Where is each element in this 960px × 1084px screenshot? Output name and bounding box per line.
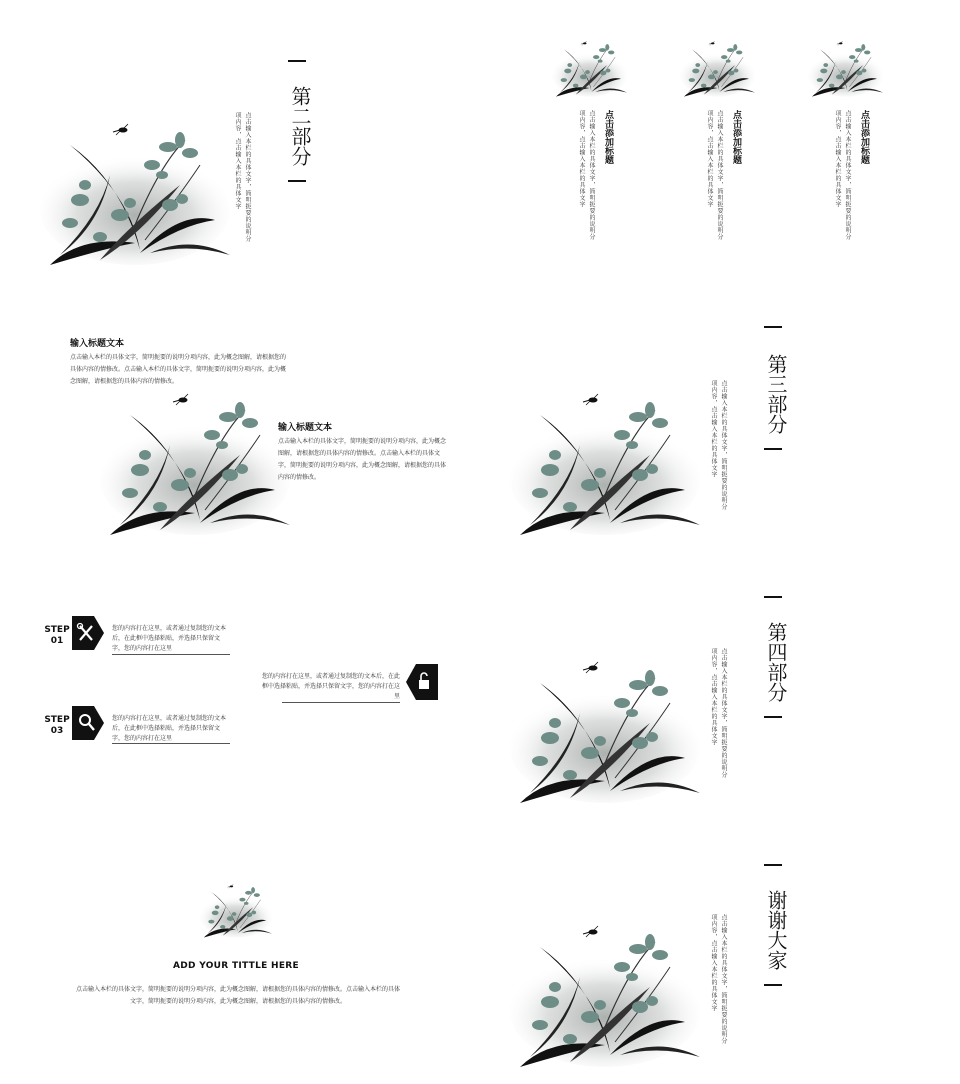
- orchid-illustration: [100, 390, 290, 540]
- section-desc-thanks: 点击输入本栏的具体文字，简明扼要的说明分项内容，点击输入本栏的具体文字: [710, 914, 727, 1044]
- title-dash-top: [764, 596, 782, 598]
- step-02-text: 您的内容打在这里，或者通过复制您的文本后，在此框中选择粘贴，并选择只保留文字，您的内容打在这里: [261, 673, 400, 700]
- section-title-part4: 第四部分: [764, 622, 788, 702]
- title-dash-bottom: [764, 716, 782, 718]
- ending-heading: ADD YOUR TITTLE HERE: [172, 961, 299, 971]
- section-desc-part4: 点击输入本栏的具体文字，简明扼要的说明分项内容，点击输入本栏的具体文字: [710, 648, 727, 778]
- step-01-rule: [112, 654, 230, 655]
- text-heading-1: 输入标题文本: [70, 339, 125, 349]
- column-desc-2: 点击输入本栏的具体文字，简明扼要的说明分项内容，点击输入本栏的具体文字: [706, 110, 723, 240]
- step-02-rule: [282, 702, 400, 703]
- step-01-text: 您的内容打在这里，或者通过复制您的文本后，在此框中选择粘贴，并选择只保留文字，您的内容打在这里: [112, 625, 227, 652]
- title-dash-top: [764, 326, 782, 328]
- orchid-illustration: [808, 38, 883, 100]
- column-title-2: 点击添加标题: [731, 110, 741, 164]
- tools-icon: [72, 616, 104, 650]
- column-title-1: 点击添加标题: [603, 110, 613, 164]
- title-dash-top: [288, 60, 306, 62]
- orchid-illustration: [510, 922, 700, 1072]
- title-dash-top: [764, 864, 782, 866]
- orchid-illustration: [510, 658, 700, 808]
- title-dash-bottom: [288, 180, 306, 182]
- title-dash-bottom: [764, 984, 782, 986]
- section-title-thanks: 谢谢大家: [764, 890, 788, 970]
- title-dash-bottom: [764, 448, 782, 450]
- step-01-label: STEP 01: [44, 625, 70, 646]
- orchid-illustration: [40, 120, 230, 270]
- text-paragraph-1: 点击输入本栏的具体文字，简明扼要的说明分项内容，此为概念图解，请根据您的具体内容的情修改。点击输入本栏的具体文字，简明扼要的说明分项内容，此为概念图解，请根据您的具体内容的情修改。: [70, 354, 287, 385]
- search-icon: [72, 706, 104, 740]
- step-03-label: STEP 03: [44, 715, 70, 736]
- text-paragraph-2: 点击输入本栏的具体文字，简明扼要的说明分项内容，此为概念图解，请根据您的具体内容的情修改。点击输入本栏的具体文字，简明扼要的说明分项内容，此为概念图解，请根据您的具体内容的情修改。: [278, 438, 447, 481]
- orchid-illustration: [200, 880, 272, 942]
- orchid-illustration: [552, 38, 627, 100]
- orchid-illustration: [510, 390, 700, 540]
- section-title-part2: 第二部分: [288, 86, 312, 166]
- column-desc-3: 点击输入本栏的具体文字，简明扼要的说明分项内容，点击输入本栏的具体文字: [834, 110, 851, 240]
- step-03-rule: [112, 743, 230, 744]
- orchid-illustration: [680, 38, 755, 100]
- section-title-part3: 第三部分: [764, 354, 788, 434]
- section-desc-part2: 点击输入本栏的具体文字，简明扼要的说明分项内容，点击输入本栏的具体文字: [234, 112, 251, 242]
- text-heading-2: 输入标题文本: [278, 423, 333, 433]
- column-title-3: 点击添加标题: [859, 110, 869, 164]
- section-desc-part3: 点击输入本栏的具体文字，简明扼要的说明分项内容，点击输入本栏的具体文字: [710, 380, 727, 510]
- unlock-icon: [406, 664, 438, 700]
- column-desc-1: 点击输入本栏的具体文字，简明扼要的说明分项内容，点击输入本栏的具体文字: [578, 110, 595, 240]
- step-03-text: 您的内容打在这里，或者通过复制您的文本后，在此框中选择粘贴，并选择只保留文字，您的内容打在这里: [112, 715, 227, 742]
- ending-paragraph: 点击输入本栏的具体文字，简明扼要的说明分项内容，此为概念图解，请根据您的具体内容的情修改。点击输入本栏的具体文字，简明扼要的说明分项内容，此为概念图解，请根据您的具体内容的情修改。: [76, 986, 401, 1005]
